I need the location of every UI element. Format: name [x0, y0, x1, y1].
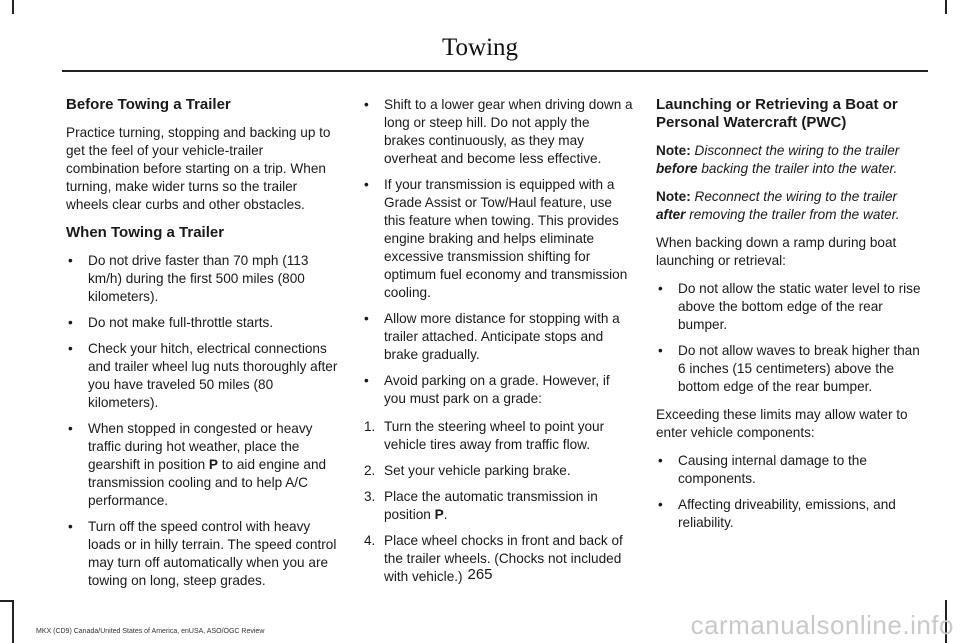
list-item-text: Do not drive faster than 70 mph (113 km/h) during the first 500 miles (800 kilometers). — [88, 253, 309, 304]
list-item — [362, 96, 634, 168]
list-item-text — [88, 421, 326, 508]
paragraph-backing-down: When backing down a ramp during boat launching or retrieval: — [656, 235, 897, 268]
step-number: 4. — [364, 533, 376, 548]
list-item — [362, 310, 634, 364]
bullet-marker: • — [658, 343, 663, 358]
crop-mark-top-left — [12, 0, 14, 14]
numbered-step — [362, 418, 634, 454]
list-item-text: Affecting driveability, emissions, and reliability. — [678, 497, 896, 530]
text-segment: to aid engine and transmission cooling and to help A/C performance. — [88, 457, 327, 508]
bullet-marker: • — [364, 311, 369, 326]
list-item-text: Do not make full-throttle starts. — [88, 315, 274, 330]
emphasis-before: before — [656, 161, 698, 176]
bullet-marker: • — [658, 497, 663, 512]
footer-doc-id: MKX (CD9) Canada/United States of America, enUSA, ASO/OGC Review — [36, 628, 265, 635]
list-item-text: Causing internal damage to the components. — [678, 453, 867, 486]
list-item — [656, 342, 930, 396]
bullet-marker: • — [68, 421, 73, 436]
bullet-marker: • — [68, 341, 73, 356]
paragraph-exceeding-limits: Exceeding these limits may allow water to enter vehicle components: — [656, 407, 908, 440]
list-item-text: Check your hitch, electrical connections and trailer wheel lug nuts thoroughly after you have traveled 50 miles (80 kilometers). — [88, 341, 338, 410]
consequences-list — [656, 452, 930, 532]
crop-mark-top-right — [945, 0, 947, 14]
text-segment: . — [443, 507, 448, 522]
list-item — [66, 340, 338, 412]
list-item — [66, 314, 338, 332]
text-segment: Place the automatic transmission in position — [384, 489, 598, 522]
text-segment: Disconnect the wiring to the trailer — [694, 143, 900, 158]
bullet-marker: • — [68, 253, 73, 268]
step-text: Turn the steering wheel to point your vehicle tires away from traffic flow. — [384, 419, 605, 452]
step-number: 1. — [364, 419, 376, 434]
step-text: Set your vehicle parking brake. — [384, 463, 571, 478]
list-item — [66, 420, 338, 510]
list-item — [656, 280, 930, 334]
emphasis-after: after — [656, 207, 686, 222]
towing-bullet-list-2 — [362, 96, 634, 408]
list-item — [66, 252, 338, 306]
list-item-text: Allow more distance for stopping with a trailer attached. Anticipate stops and brake gradually. — [384, 311, 620, 362]
note-reconnect — [656, 188, 930, 224]
note-label: Note: — [656, 189, 691, 204]
crop-mark-bottom-left-h — [0, 600, 14, 602]
step-number: 2. — [364, 463, 376, 478]
bullet-marker: • — [658, 281, 663, 296]
text-segment: removing the trailer from the water. — [689, 207, 900, 222]
numbered-step — [362, 462, 634, 480]
bullet-marker: • — [68, 519, 73, 534]
column-3 — [656, 96, 930, 542]
list-item-text: Do not allow the static water level to rise above the bottom edge of the rear bumper. — [678, 281, 921, 332]
note-disconnect — [656, 142, 930, 178]
page-header-title: Towing — [441, 34, 519, 61]
numbered-step — [362, 488, 634, 524]
list-item-text: Shift to a lower gear when driving down a long or steep hill. Do not apply the brakes continuously, as they may overheat and become less effective. — [384, 97, 633, 166]
bullet-marker: • — [68, 315, 73, 330]
list-item-text: Do not allow waves to break higher than 6 inches (15 centimeters) above the bottom edge of the rear bumper. — [678, 343, 920, 394]
step-number: 3. — [364, 489, 376, 504]
text-segment: When stopped in congested or heavy traffic during hot weather, place the gearshift in position — [88, 421, 313, 472]
text-segment: backing the trailer into the water. — [701, 161, 898, 176]
list-item-text: Turn off the speed control with heavy loads or in hilly terrain. The speed control may turn off automatically when you are towing on long, steep grades. — [88, 519, 337, 588]
bullet-marker: • — [364, 177, 369, 192]
gear-position-p: P — [434, 507, 444, 522]
header-divider — [62, 70, 928, 72]
step-text: Place wheel chocks in front and back of the trailer wheels. (Chocks not included with vehicle.) — [384, 533, 623, 584]
page-number: 265 — [467, 566, 493, 583]
gear-position-p: P — [208, 457, 218, 472]
crop-mark-bottom-left — [12, 600, 14, 643]
text-segment: Reconnect the wiring to the trailer — [694, 189, 898, 204]
list-item — [362, 372, 634, 408]
heading-before-towing: Before Towing a Trailer — [66, 96, 231, 113]
watermark: carmanualsonline.info — [690, 610, 954, 640]
note-label: Note: — [656, 143, 691, 158]
bullet-marker: • — [364, 373, 369, 388]
towing-bullet-list — [66, 252, 338, 590]
list-item — [656, 452, 930, 488]
list-item-text: Avoid parking on a grade. However, if you must park on a grade: — [384, 373, 610, 406]
list-item — [656, 496, 930, 532]
heading-launching-boat: Launching or Retrieving a Boat or Personal Watercraft (PWC) — [656, 96, 898, 131]
list-item — [362, 176, 634, 302]
column-2 — [362, 96, 634, 596]
list-item-text: If your transmission is equipped with a Grade Assist or Tow/Haul feature, use this feature when towing. This provides engine braking and helps eliminate excessive transmission shifting for optimum fuel economy and transmission cooling. — [384, 177, 628, 300]
heading-when-towing: When Towing a Trailer — [66, 224, 225, 241]
bullet-marker: • — [658, 453, 663, 468]
water-level-list — [656, 280, 930, 396]
bullet-marker: • — [364, 97, 369, 112]
paragraph-practice: Practice turning, stopping and backing up to get the feel of your vehicle-trailer combination before starting on a trip. When turning, make wider turns so the trailer wheels clear curbs and other obstacles. — [66, 125, 331, 212]
step-text — [384, 489, 598, 522]
parking-steps-list — [362, 418, 634, 586]
column-1 — [66, 96, 338, 600]
